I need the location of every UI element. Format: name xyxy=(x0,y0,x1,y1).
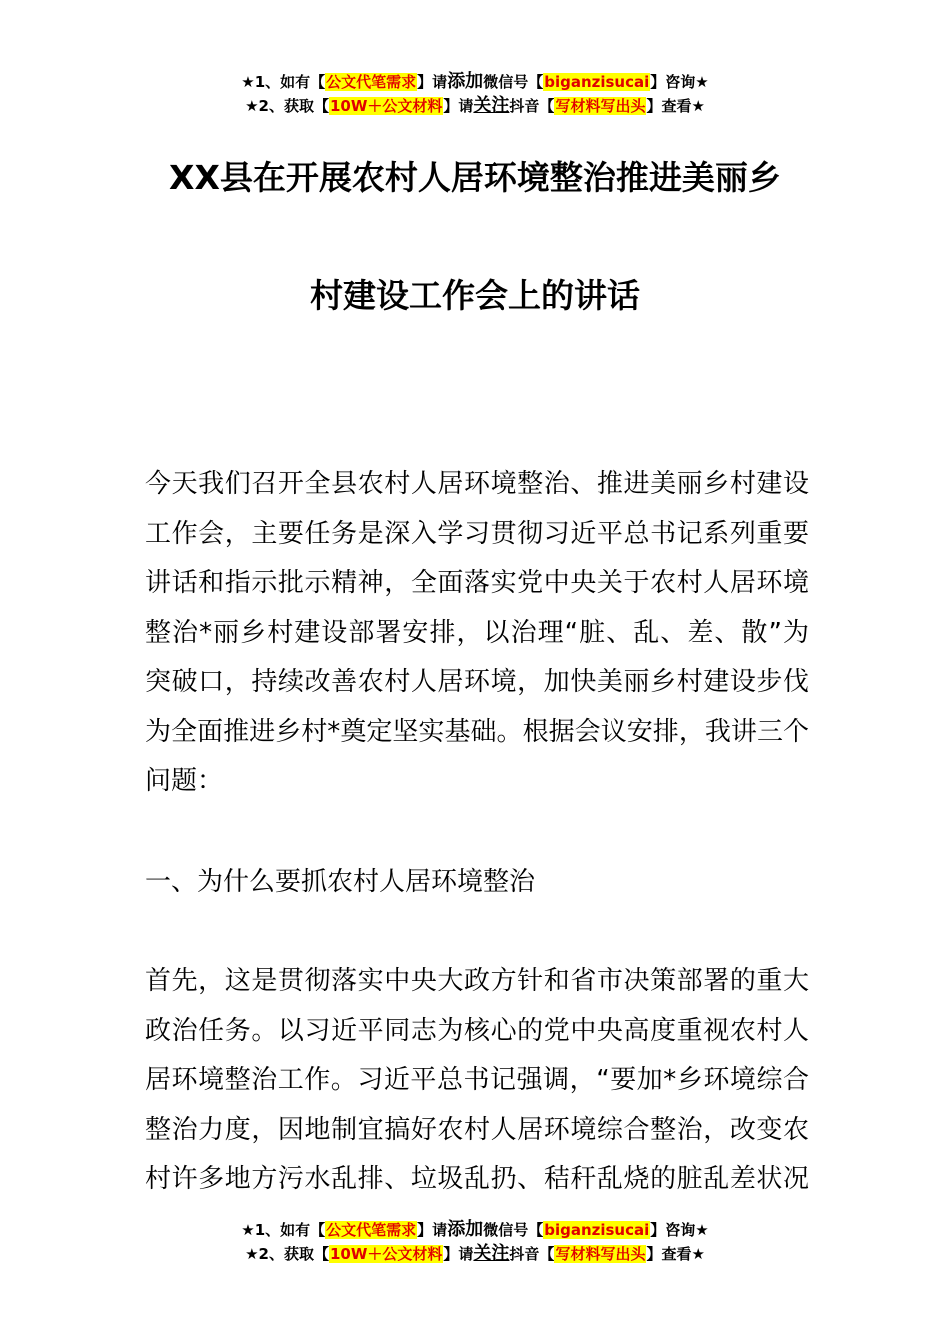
notice-text: ★1、如有【 xyxy=(241,1221,326,1239)
notice-text: 】请 xyxy=(443,97,474,115)
text-line: 政治任务。以习近平同志为核心的党中央高度重视农村人 xyxy=(145,1015,809,1046)
notice-text: 】请 xyxy=(417,1221,448,1239)
text-line: 工作会，主要任务是深入学习贯彻习近平总书记系列重要 xyxy=(145,518,809,549)
notice-emphasis: 添加 xyxy=(447,71,484,92)
text-line: 今天我们召开全县农村人居环境整治、推进美丽乡村建设 xyxy=(145,469,809,499)
notice-line-2 xyxy=(0,94,950,118)
text-line: 为全面推进乡村*奠定坚实基础。根据会议安排，我讲三个 xyxy=(145,716,809,747)
document-title-line-1: XX县在开展农村人居环境整治推进美丽乡 xyxy=(169,158,781,197)
highlight-wechat-id: biganzisucai xyxy=(544,1221,650,1239)
footer-notice xyxy=(0,1218,950,1266)
notice-text: 】请 xyxy=(443,1245,474,1263)
notice-text: ★2、获取【 xyxy=(245,97,329,115)
highlight-service: 公文代笔需求 xyxy=(326,73,417,91)
notice-text: 抖音【 xyxy=(509,1245,555,1263)
notice-line-2 xyxy=(0,1242,950,1266)
notice-text: 抖音【 xyxy=(509,97,555,115)
text-line: 首先，这是贯彻落实中央大政方针和省市决策部署的重大 xyxy=(145,966,809,996)
text-line: 突破口，持续改善农村人居环境，加快美丽乡村建设步伐 xyxy=(145,667,809,697)
notice-text: 微信号【 xyxy=(483,1221,544,1239)
notice-emphasis: 添加 xyxy=(447,1219,484,1240)
highlight-materials: 10W＋公文材料 xyxy=(329,97,443,115)
text-line: 村许多地方污水乱排、垃圾乱扔、秸秆乱烧的脏乱差状况 xyxy=(145,1164,809,1194)
highlight-account: 写材料写出头 xyxy=(555,1245,646,1263)
highlight-account: 写材料写出头 xyxy=(555,97,646,115)
notice-text: 】咨询★ xyxy=(650,1221,709,1239)
section-heading: 一、为什么要抓农村人居环境整治 xyxy=(145,867,536,897)
notice-emphasis: 关注 xyxy=(473,95,510,116)
notice-text: 】查看★ xyxy=(646,97,705,115)
document-title-line-2: 村建设工作会上的讲话 xyxy=(310,276,640,315)
text-line: 问题： xyxy=(145,766,224,796)
paragraph-intro xyxy=(145,460,809,807)
text-line: 整治力度，因地制宜搞好农村人居环境综合整治，改变农 xyxy=(145,1114,809,1145)
notice-text: ★2、获取【 xyxy=(245,1245,329,1263)
text-line: 居环境整治工作。习近平总书记强调，“要加*乡环境综合 xyxy=(145,1065,809,1095)
notice-text: 微信号【 xyxy=(483,73,544,91)
notice-emphasis: 关注 xyxy=(473,1243,510,1264)
highlight-materials: 10W＋公文材料 xyxy=(329,1245,443,1263)
notice-line-1 xyxy=(0,1218,950,1242)
text-line: 整治*丽乡村建设部署安排，以治理“脏、乱、差、散”为 xyxy=(145,617,809,648)
highlight-wechat-id: biganzisucai xyxy=(544,73,650,91)
header-notice xyxy=(0,70,950,118)
paragraph-first-reason xyxy=(145,957,809,1205)
text-line: 讲话和指示批示精神，全面落实党中央关于农村人居环境 xyxy=(145,568,809,598)
notice-text: 】查看★ xyxy=(646,1245,705,1263)
notice-text: 】请 xyxy=(417,73,448,91)
notice-text: 】咨询★ xyxy=(650,73,709,91)
notice-text: ★1、如有【 xyxy=(241,73,326,91)
notice-line-1 xyxy=(0,70,950,94)
highlight-service: 公文代笔需求 xyxy=(326,1221,417,1239)
